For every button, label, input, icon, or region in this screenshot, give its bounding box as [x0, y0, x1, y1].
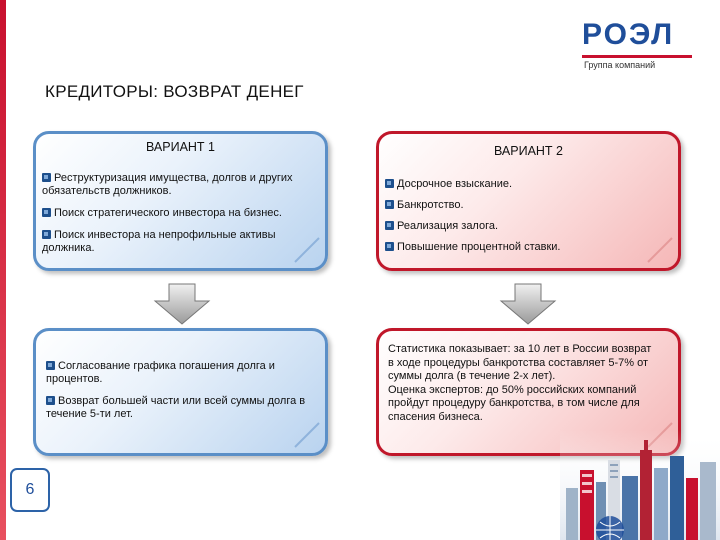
square-bullet-icon — [42, 230, 51, 239]
list-item: Реализация залога. — [385, 220, 675, 233]
square-bullet-icon — [385, 242, 394, 251]
list-item: Реструктуризация имущества, долгов и других обязательств должников. — [42, 172, 293, 197]
square-bullet-icon — [46, 396, 55, 405]
square-bullet-icon — [385, 179, 394, 188]
page-fold-icon — [646, 236, 674, 264]
list-item: Повышение процентной ставки. — [385, 241, 675, 254]
page-fold-icon — [293, 236, 321, 264]
variant-2-title: ВАРИАНТ 2 — [493, 144, 563, 158]
city-skyline-illustration — [560, 430, 720, 540]
page-title: КРЕДИТОРЫ: ВОЗВРАТ ДЕНЕГ — [45, 82, 304, 101]
slide-number: 6 — [10, 468, 50, 512]
logo-wordmark: РОЭЛ — [582, 18, 675, 51]
logo-subtitle: Группа компаний — [584, 60, 656, 70]
square-bullet-icon — [46, 361, 55, 370]
variant-1-list — [42, 172, 327, 264]
variant-2-card — [376, 131, 681, 271]
square-bullet-icon — [385, 200, 394, 209]
square-bullet-icon — [42, 208, 51, 217]
variant-1-outcome-card — [33, 328, 328, 456]
variant-1-title: ВАРИАНТ 1 — [145, 140, 215, 154]
list-item: Согласование графика погашения долга и процентов. — [46, 360, 275, 385]
list-item: Досрочное взыскание. — [385, 178, 675, 191]
variant-2-list — [385, 178, 675, 262]
square-bullet-icon — [385, 221, 394, 230]
down-arrow-icon — [499, 283, 557, 325]
list-item: Возврат большей части или всей суммы долга в течение 5-ти лет. — [46, 395, 306, 420]
list-item: Банкротство. — [385, 199, 675, 212]
list-item: Поиск инвестора на непрофильные активы должника. — [42, 229, 276, 254]
statistics-text — [388, 343, 658, 424]
company-logo — [582, 18, 692, 68]
statistics-paragraph: Статистика показывает: за 10 лет в России возврат в ходе процедуры банкротства составляет 5-7% от суммы долга (в течение 2-х лет). — [388, 343, 652, 382]
expert-estimate-paragraph: Оценка экспертов: до 50% российских компаний пройдут процедуру банкротства, в том числе для спасения бизнеса. — [388, 383, 640, 423]
down-arrow-icon — [153, 283, 211, 325]
page-fold-icon — [293, 421, 321, 449]
variant-1-card — [33, 131, 328, 271]
logo-underline — [582, 55, 692, 58]
variant-1-outcome-list — [46, 360, 326, 430]
square-bullet-icon — [42, 173, 51, 182]
list-item: Поиск стратегического инвестора на бизнес. — [42, 207, 327, 220]
left-accent-stripe — [0, 0, 6, 540]
